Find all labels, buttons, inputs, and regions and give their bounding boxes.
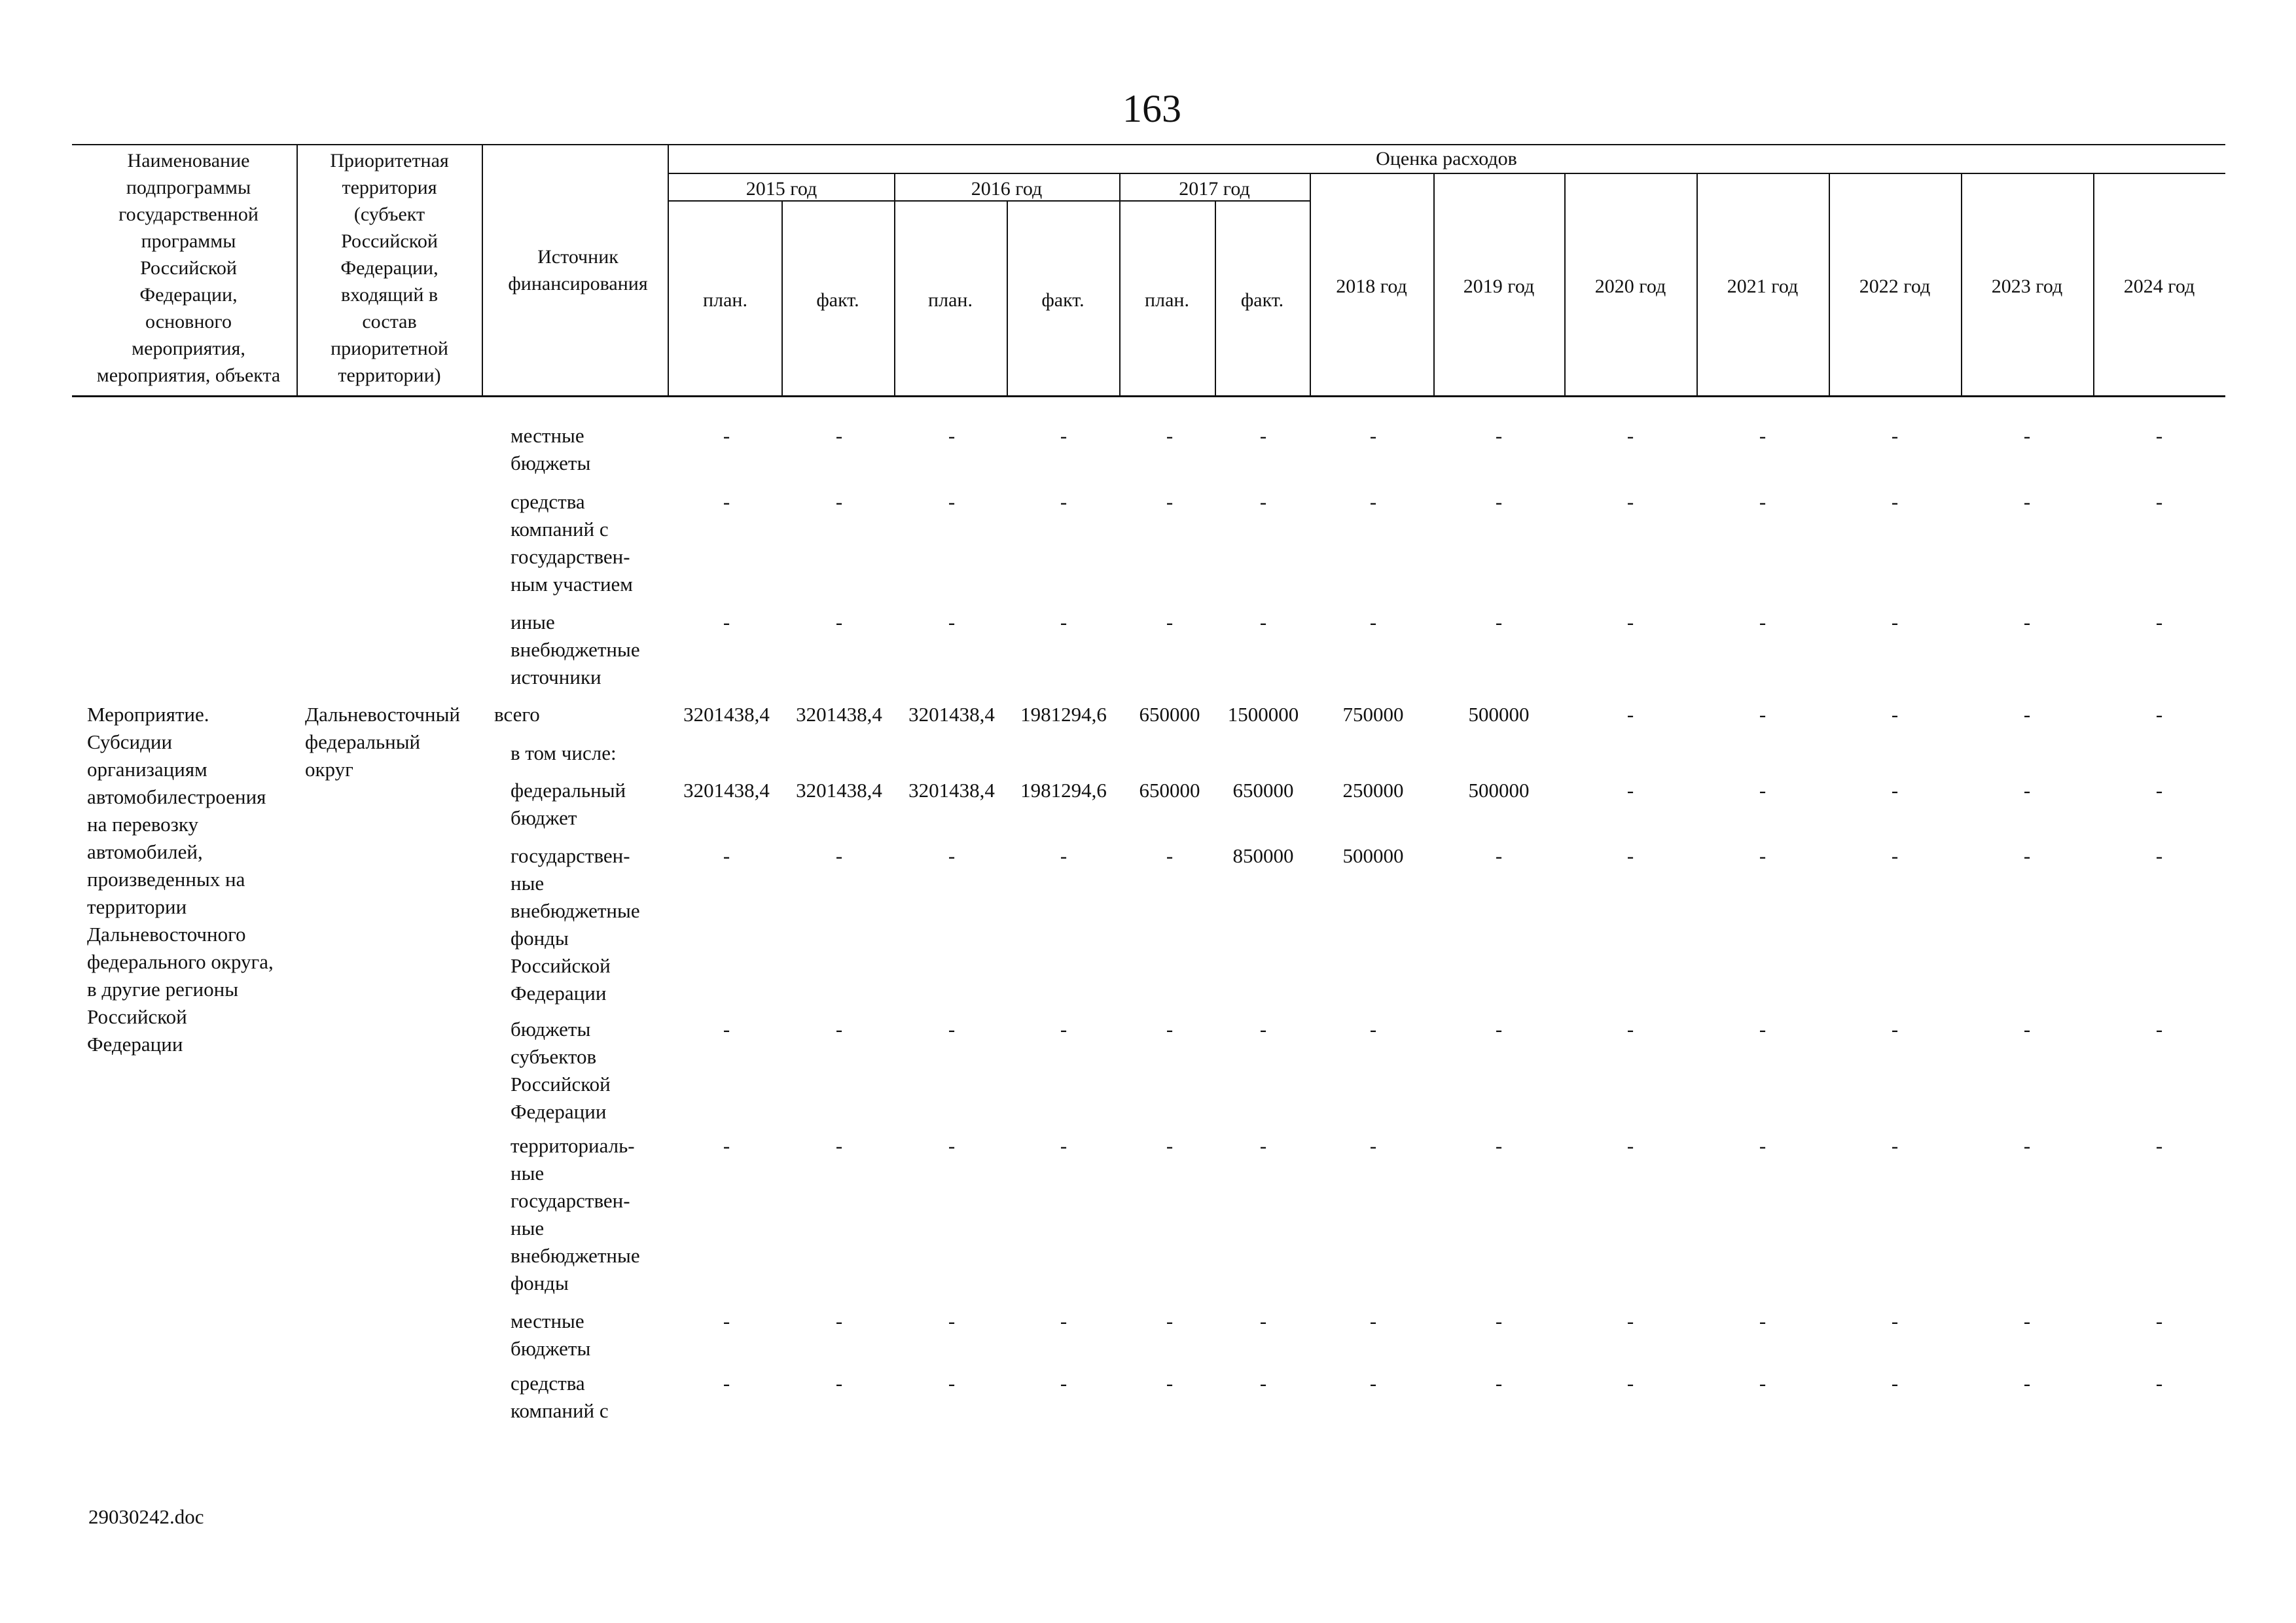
value-cell: -: [1369, 1310, 1377, 1332]
value-cell: -: [1891, 703, 1899, 726]
source-label: территориаль- ные государствен- ные внебюджетные фонды: [511, 1134, 640, 1294]
value-cell: -: [948, 844, 956, 867]
plan-2015-header: план.: [703, 289, 747, 311]
value-cell: -: [835, 1310, 843, 1332]
value-cell: -: [1891, 1018, 1899, 1041]
value-cell: -: [1626, 1372, 1634, 1395]
value-cell: -: [948, 1018, 956, 1041]
value-cell: -: [1759, 703, 1767, 726]
source-label: бюджеты субъектов Российской Федерации: [511, 1018, 611, 1123]
value-cell: -: [1060, 490, 1067, 513]
value-cell: 500000: [1468, 779, 1530, 802]
value-cell: -: [2155, 1134, 2163, 1157]
value-cell: -: [1259, 1018, 1267, 1041]
value-cell: 3201438,4: [908, 779, 995, 802]
value-cell: -: [1259, 1310, 1267, 1332]
value-cell: -: [1259, 1372, 1267, 1395]
value-cell: -: [948, 1310, 956, 1332]
value-cell: -: [2023, 844, 2031, 867]
year-2017-header: 2017 год: [1179, 178, 1250, 200]
value-cell: 650000: [1139, 703, 1200, 726]
value-cell: -: [2155, 844, 2163, 867]
value-cell: -: [1060, 844, 1067, 867]
value-cell: 250000: [1342, 779, 1404, 802]
value-cell: -: [2155, 1310, 2163, 1332]
value-cell: -: [723, 611, 730, 633]
value-cell: -: [1495, 424, 1503, 447]
value-cell: 3201438,4: [908, 703, 995, 726]
value-cell: -: [835, 424, 843, 447]
year-2020-header: 2020 год: [1594, 275, 1666, 297]
footer-filename: 29030242.doc: [88, 1505, 204, 1528]
value-cell: -: [1626, 779, 1634, 802]
year-2022-header: 2022 год: [1859, 275, 1931, 297]
value-cell: -: [2023, 424, 2031, 447]
value-cell: 1500000: [1227, 703, 1299, 726]
value-cell: -: [1891, 1310, 1899, 1332]
value-cell: -: [2155, 424, 2163, 447]
page-number: 163: [1122, 87, 1181, 130]
value-cell: -: [1495, 611, 1503, 633]
value-cell: -: [1060, 424, 1067, 447]
value-cell: -: [2023, 490, 2031, 513]
value-cell: -: [1759, 424, 1767, 447]
source-label: местные бюджеты: [511, 1310, 591, 1360]
value-cell: -: [723, 424, 730, 447]
value-cell: -: [948, 424, 956, 447]
year-2021-header: 2021 год: [1727, 275, 1799, 297]
col-source-header: Источник финансирования: [508, 246, 648, 294]
value-cell: -: [1166, 1310, 1174, 1332]
value-cell: -: [1495, 1372, 1503, 1395]
value-cell: -: [2023, 779, 2031, 802]
value-cell: -: [1060, 611, 1067, 633]
value-cell: -: [1626, 844, 1634, 867]
value-cell: 3201438,4: [683, 779, 770, 802]
value-cell: -: [948, 611, 956, 633]
source-label: всего: [494, 703, 540, 726]
value-cell: -: [1166, 611, 1174, 633]
source-label: федеральный бюджет: [511, 779, 626, 829]
value-cell: 650000: [1232, 779, 1294, 802]
value-cell: -: [2155, 703, 2163, 726]
value-cell: -: [2155, 1018, 2163, 1041]
event-name: Мероприятие. Субсидии организациям автомобилестроения на перевозку автомобилей, произведенных на территории Дальневосточного федерального округа, в другие регионы Российской Федерации: [87, 703, 274, 1056]
year-2024-header: 2024 год: [2123, 275, 2195, 297]
value-cell: 3201438,4: [683, 703, 770, 726]
value-cell: -: [1166, 490, 1174, 513]
value-cell: -: [835, 490, 843, 513]
value-cell: -: [835, 1372, 843, 1395]
value-cell: 750000: [1342, 703, 1404, 726]
value-cell: -: [1891, 779, 1899, 802]
value-cell: -: [2023, 611, 2031, 633]
value-cell: -: [948, 1134, 956, 1157]
value-cell: -: [1495, 1018, 1503, 1041]
value-cell: -: [1369, 490, 1377, 513]
value-cell: -: [723, 490, 730, 513]
value-cell: -: [1369, 1134, 1377, 1157]
value-cell: -: [1891, 1372, 1899, 1395]
value-cell: -: [723, 1018, 730, 1041]
plan-2017-header: план.: [1145, 289, 1189, 311]
value-cell: -: [1259, 611, 1267, 633]
value-cell: -: [1369, 1018, 1377, 1041]
value-cell: -: [1626, 490, 1634, 513]
value-cell: -: [1759, 1134, 1767, 1157]
col-territory-header: Приоритетная территория (субъект Российской Федерации, входящий в состав приоритетной территории): [330, 150, 449, 386]
plan-2016-header: план.: [928, 289, 973, 311]
value-cell: -: [835, 1018, 843, 1041]
source-label: средства компаний с государствен- ным участием: [511, 490, 633, 596]
value-cell: -: [723, 1134, 730, 1157]
value-cell: -: [1495, 844, 1503, 867]
year-2015-header: 2015 год: [745, 178, 817, 200]
value-cell: -: [1891, 1134, 1899, 1157]
value-cell: -: [1259, 424, 1267, 447]
value-cell: -: [1369, 1372, 1377, 1395]
value-cell: -: [723, 1310, 730, 1332]
value-cell: -: [1759, 490, 1767, 513]
value-cell: -: [2023, 703, 2031, 726]
value-cell: -: [948, 490, 956, 513]
value-cell: -: [1626, 703, 1634, 726]
value-cell: -: [1759, 1018, 1767, 1041]
value-cell: -: [1495, 1134, 1503, 1157]
value-cell: 650000: [1139, 779, 1200, 802]
value-cell: 1981294,6: [1020, 779, 1107, 802]
value-cell: -: [2155, 779, 2163, 802]
source-label: государствен- ные внебюджетные фонды Российской Федерации: [511, 844, 640, 1005]
value-cell: -: [1759, 611, 1767, 633]
col-name-header: Наименование подпрограммы государственной программы Российской Федерации, основного мероприятия, мероприятия, объекта: [96, 150, 281, 386]
value-cell: -: [835, 611, 843, 633]
value-cell: -: [1369, 611, 1377, 633]
value-cell: 3201438,4: [796, 703, 882, 726]
value-cell: -: [948, 1372, 956, 1395]
value-cell: -: [1495, 1310, 1503, 1332]
value-cell: 500000: [1468, 703, 1530, 726]
value-cell: -: [1259, 1134, 1267, 1157]
value-cell: -: [1626, 1134, 1634, 1157]
year-2018-header: 2018 год: [1336, 275, 1407, 297]
value-cell: -: [835, 1134, 843, 1157]
value-cell: -: [1759, 779, 1767, 802]
value-cell: 1981294,6: [1020, 703, 1107, 726]
value-cell: -: [1369, 424, 1377, 447]
value-cell: -: [1060, 1372, 1067, 1395]
value-cell: -: [2023, 1018, 2031, 1041]
fact-2017-header: факт.: [1240, 289, 1284, 311]
value-cell: -: [2023, 1310, 2031, 1332]
value-cell: -: [1891, 611, 1899, 633]
value-cell: -: [1759, 1310, 1767, 1332]
value-cell: -: [1166, 1372, 1174, 1395]
source-label: средства компаний с: [511, 1372, 609, 1422]
value-cell: -: [1060, 1134, 1067, 1157]
value-cell: -: [1166, 1134, 1174, 1157]
value-cell: -: [1060, 1018, 1067, 1041]
value-cell: -: [2023, 1134, 2031, 1157]
value-cell: 3201438,4: [796, 779, 882, 802]
value-cell: -: [723, 1372, 730, 1395]
value-cell: -: [1759, 844, 1767, 867]
value-cell: -: [2155, 490, 2163, 513]
value-cell: -: [1626, 611, 1634, 633]
value-cell: -: [835, 844, 843, 867]
value-cell: -: [1259, 490, 1267, 513]
value-cell: -: [1759, 1372, 1767, 1395]
value-cell: -: [2155, 1372, 2163, 1395]
source-label: иные внебюджетные источники: [511, 611, 640, 688]
value-cell: -: [1891, 844, 1899, 867]
value-cell: -: [1495, 490, 1503, 513]
value-cell: -: [1166, 1018, 1174, 1041]
value-cell: 850000: [1232, 844, 1294, 867]
value-cell: -: [2023, 1372, 2031, 1395]
priority-territory: Дальневосточный федеральный округ: [305, 703, 461, 781]
value-cell: -: [1060, 1310, 1067, 1332]
value-cell: -: [1891, 424, 1899, 447]
fact-2016-header: факт.: [1041, 289, 1085, 311]
value-cell: -: [1626, 1310, 1634, 1332]
source-label: в том числе:: [511, 741, 617, 764]
value-cell: -: [1166, 844, 1174, 867]
source-label: местные бюджеты: [511, 424, 591, 474]
estimate-header: Оценка расходов: [1376, 148, 1517, 169]
value-cell: -: [1626, 424, 1634, 447]
value-cell: -: [723, 844, 730, 867]
value-cell: -: [2155, 611, 2163, 633]
year-2016-header: 2016 год: [971, 178, 1043, 200]
value-cell: -: [1166, 424, 1174, 447]
fact-2015-header: факт.: [816, 289, 859, 311]
year-2023-header: 2023 год: [1991, 275, 2063, 297]
year-2019-header: 2019 год: [1463, 275, 1535, 297]
value-cell: -: [1626, 1018, 1634, 1041]
value-cell: 500000: [1342, 844, 1404, 867]
value-cell: -: [1891, 490, 1899, 513]
